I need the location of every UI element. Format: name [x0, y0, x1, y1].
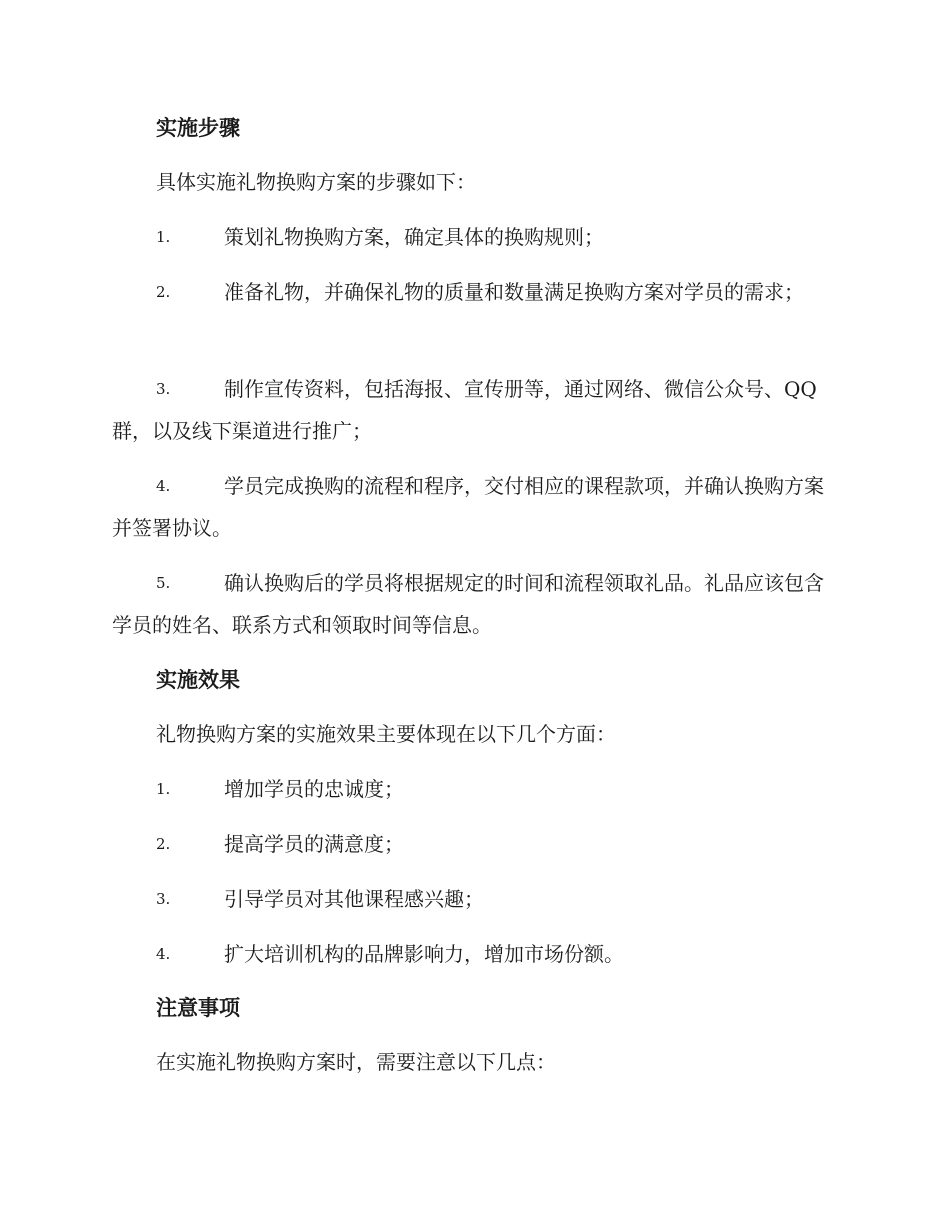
- section-heading-effects: 实施效果: [156, 667, 240, 692]
- list-item-number: 5.: [156, 574, 171, 592]
- section-heading-steps: 实施步骤: [156, 115, 240, 140]
- list-item-number: 1.: [156, 780, 171, 798]
- list-item-number: 3.: [156, 890, 171, 908]
- section-heading-notes: 注意事项: [156, 995, 240, 1020]
- section-intro-steps: 具体实施礼物换购方案的步骤如下：: [156, 170, 476, 194]
- list-item: [112, 878, 842, 920]
- list-item-text: 扩大培训机构的品牌影响力，增加市场份额。: [224, 942, 624, 966]
- list-item: [112, 933, 842, 975]
- list-item-text: 提高学员的满意度；: [224, 832, 404, 856]
- list-item-number: 2.: [156, 283, 171, 301]
- list-item-text: 学员完成换购的流程和程序，交付相应的课程款项，并确认换购方案并签署协议。: [112, 474, 824, 540]
- list-item: [112, 823, 842, 865]
- list-item: [112, 271, 842, 313]
- section-intro-notes: 在实施礼物换购方案时，需要注意以下几点：: [156, 1050, 556, 1074]
- list-item: [112, 768, 842, 810]
- list-item-number: 2.: [156, 835, 171, 853]
- list-item-number: 4.: [156, 945, 171, 963]
- list-item-text: 增加学员的忠诚度；: [224, 777, 404, 801]
- list-item-text: 准备礼物，并确保礼物的质量和数量满足换购方案对学员的需求；: [224, 280, 804, 304]
- list-item: [112, 465, 842, 549]
- list-item-text: 制作宣传资料，包括海报、宣传册等，通过网络、微信公众号、QQ 群，以及线下渠道进行推广；: [112, 377, 817, 443]
- list-item-number: 4.: [156, 477, 171, 495]
- list-item: [112, 562, 842, 646]
- list-item: [112, 216, 842, 258]
- list-item-text: 引导学员对其他课程感兴趣；: [224, 887, 484, 911]
- list-item-text: 策划礼物换购方案，确定具体的换购规则；: [224, 225, 604, 249]
- list-item-text: 确认换购后的学员将根据规定的时间和流程领取礼品。礼品应该包含学员的姓名、联系方式和领取时间等信息。: [112, 571, 824, 637]
- list-item: [112, 368, 842, 452]
- list-item-number: 3.: [156, 380, 171, 398]
- section-intro-effects: 礼物换购方案的实施效果主要体现在以下几个方面：: [156, 722, 616, 746]
- list-item-number: 1.: [156, 228, 171, 246]
